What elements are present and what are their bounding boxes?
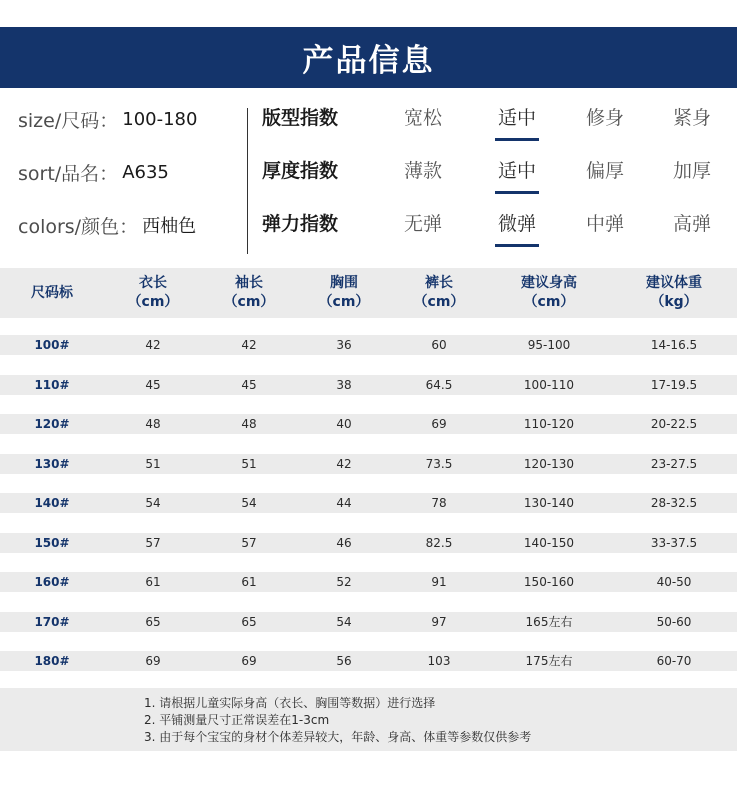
size-cell: 110# (34, 377, 70, 392)
table-cell: 23-27.5 (650, 456, 698, 471)
table-cell: 51 (145, 456, 161, 471)
table-cell: 73.5 (425, 456, 453, 471)
table-row (0, 375, 737, 395)
column-header-unit: （cm） (223, 294, 275, 310)
table-cell: 48 (241, 417, 257, 431)
size-value: 100-180 (122, 108, 198, 130)
table-cell: 51 (241, 456, 257, 471)
table-cell: 45 (145, 377, 161, 392)
color-info (18, 210, 196, 240)
sort-info (18, 157, 169, 187)
index-option: 中弹 (585, 213, 624, 235)
column-header (204, 268, 294, 318)
table-cell: 36 (336, 338, 352, 352)
info-divider (247, 108, 248, 254)
table-cell: 33-37.5 (650, 535, 698, 550)
table-cell: 61 (241, 575, 257, 589)
table-cell: 65 (145, 614, 161, 629)
table-cell: 120-130 (523, 456, 575, 471)
table-cell: 42 (145, 338, 161, 352)
column-header (489, 268, 609, 318)
index-option: 高弹 (672, 213, 711, 235)
column-header-title: 衣长 (139, 275, 167, 291)
table-cell: 82.5 (425, 535, 453, 550)
size-label: size/尺码： (18, 109, 119, 132)
table-cell: 50-60 (656, 614, 692, 629)
table-row (0, 651, 737, 671)
table-cell: 103 (427, 654, 451, 668)
column-header (108, 268, 198, 318)
size-cell: 180# (34, 654, 70, 668)
column-header-unit: （cm） (413, 294, 465, 310)
table-cell: 28-32.5 (650, 496, 698, 510)
table-cell: 110-120 (523, 417, 575, 431)
column-header-title: 袖长 (235, 275, 263, 291)
size-cell: 150# (34, 535, 70, 550)
product-info (0, 92, 737, 252)
index-name: 弹力指数 (262, 213, 339, 235)
table-header (0, 268, 737, 318)
table-row (0, 454, 737, 474)
table-cell: 40 (336, 417, 352, 431)
size-info (18, 104, 197, 134)
index-option-selected: 适中 (487, 103, 547, 133)
table-cell: 69 (145, 654, 161, 668)
table-cell: 78 (431, 496, 447, 510)
table-cell: 54 (241, 496, 257, 510)
header-banner (0, 27, 737, 88)
index-row (262, 156, 732, 186)
table-row (0, 572, 737, 592)
index-option: 修身 (585, 107, 624, 129)
table-cell: 38 (336, 377, 352, 392)
note-line: 3. 由于每个宝宝的身材个体差异较大，年龄、身高、体重等参数仅供参考 (144, 730, 532, 744)
table-cell: 95-100 (527, 338, 571, 352)
table-cell: 64.5 (425, 377, 453, 392)
column-header-unit: （cm） (127, 294, 179, 310)
table-cell: 20-22.5 (650, 417, 698, 431)
table-row (0, 612, 737, 632)
table-cell: 40-50 (656, 575, 692, 589)
index-option: 偏厚 (585, 160, 624, 182)
table-cell: 61 (145, 575, 161, 589)
table-cell: 65 (241, 614, 257, 629)
table-row (0, 533, 737, 553)
table-cell: 130-140 (523, 496, 575, 510)
table-cell: 60 (431, 338, 447, 352)
note-line: 1. 请根据儿童实际身高（衣长、胸围等数据）进行选择 (144, 696, 436, 710)
table-cell: 97 (431, 614, 447, 629)
size-cell: 160# (34, 575, 70, 589)
size-cell: 120# (34, 417, 70, 431)
sort-label: sort/品名： (18, 162, 119, 185)
size-cell: 100# (34, 338, 70, 352)
table-cell: 54 (336, 614, 352, 629)
table-cell: 150-160 (523, 575, 575, 589)
table-cell: 14-16.5 (650, 338, 698, 352)
column-header (299, 268, 389, 318)
table-cell: 42 (336, 456, 352, 471)
table-cell: 57 (145, 535, 161, 550)
table-cell: 140-150 (523, 535, 575, 550)
note-line: 2. 平铺测量尺寸正常误差在1-3cm (144, 713, 330, 727)
table-cell: 46 (336, 535, 352, 550)
size-cell: 130# (34, 456, 70, 471)
table-cell: 56 (336, 654, 352, 668)
table-cell: 54 (145, 496, 161, 510)
table-cell: 42 (241, 338, 257, 352)
table-cell: 48 (145, 417, 161, 431)
table-cell: 17-19.5 (650, 377, 698, 392)
table-cell: 175左右 (525, 654, 573, 668)
table-row (0, 335, 737, 355)
column-header-title: 裤长 (425, 275, 453, 291)
size-cell: 170# (34, 614, 70, 629)
table-cell: 60-70 (656, 654, 692, 668)
sort-value: A635 (122, 161, 169, 183)
index-option: 紧身 (672, 107, 711, 129)
column-header-title: 建议身高 (521, 275, 577, 291)
index-option-selected: 适中 (487, 156, 547, 186)
table-cell: 165左右 (525, 614, 573, 629)
table-row (0, 414, 737, 434)
table-cell: 57 (241, 535, 257, 550)
color-label: colors/颜色： (18, 215, 139, 238)
index-option: 无弹 (403, 213, 442, 235)
index-name: 厚度指数 (262, 160, 339, 182)
index-name: 版型指数 (262, 107, 339, 129)
table-cell: 91 (431, 575, 447, 589)
index-option: 宽松 (403, 107, 442, 129)
column-header (614, 268, 734, 318)
index-row (262, 209, 732, 239)
column-header-title: 尺码标 (31, 284, 73, 301)
column-header (394, 268, 484, 318)
index-option: 加厚 (672, 160, 711, 182)
column-header-unit: （cm） (523, 294, 575, 310)
table-cell: 100-110 (523, 377, 575, 392)
table-cell: 44 (336, 496, 352, 510)
index-option: 薄款 (403, 160, 442, 182)
table-cell: 69 (431, 417, 447, 431)
column-header-title: 建议体重 (646, 275, 702, 291)
index-row (262, 103, 732, 133)
size-cell: 140# (34, 496, 70, 510)
column-header-title: 胸围 (330, 275, 358, 291)
index-option-selected: 微弹 (487, 209, 547, 239)
table-row (0, 493, 737, 513)
column-header (7, 268, 97, 318)
page-title: 产品信息 (302, 43, 435, 79)
table-cell: 69 (241, 654, 257, 668)
column-header-unit: （cm） (318, 294, 370, 310)
color-value: 西柚色 (142, 216, 197, 237)
table-cell: 45 (241, 377, 257, 392)
table-cell: 52 (336, 575, 352, 589)
column-header-unit: （kg） (650, 294, 698, 310)
notes-box (0, 688, 737, 751)
